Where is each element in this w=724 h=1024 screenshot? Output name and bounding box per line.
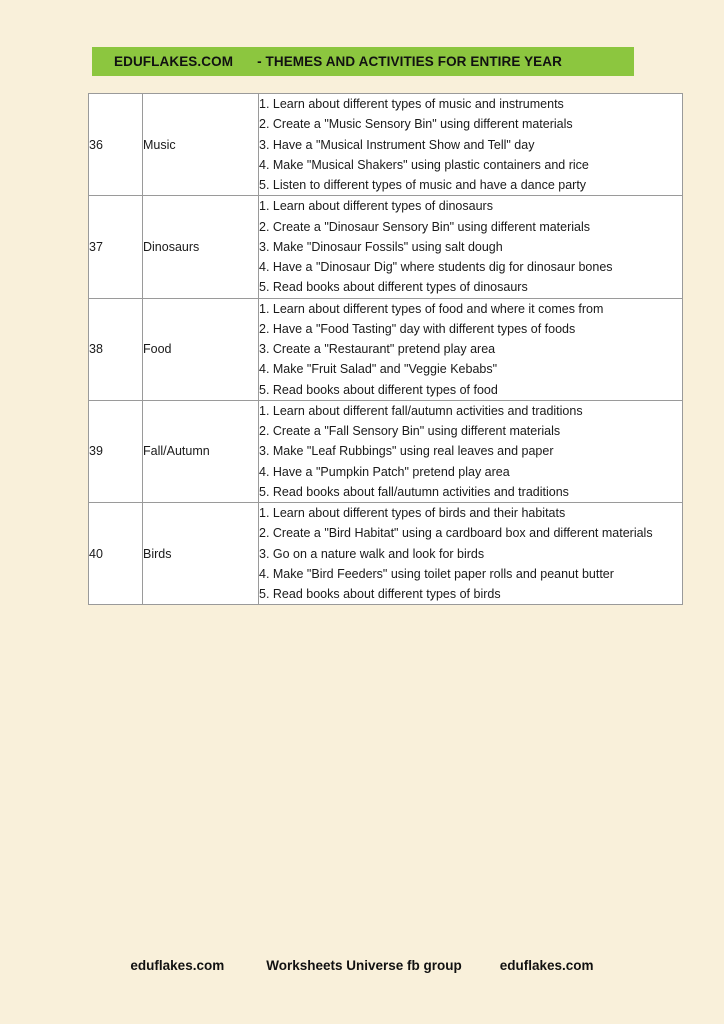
activity-line: 4. Have a "Pumpkin Patch" pretend play area xyxy=(259,464,510,479)
row-activities-cell xyxy=(259,298,683,400)
activity-line: 4. Have a "Dinosaur Dig" where students dig for dinosaur bones xyxy=(259,260,613,274)
activity-line: 2. Create a "Dinosaur Sensory Bin" using different materials xyxy=(259,219,591,234)
row-number-cell: 37 xyxy=(89,196,143,298)
activity-line: 2. Have a "Food Tasting" day with different types of foods xyxy=(259,321,576,336)
activity-line: 5. Read books about different types of birds xyxy=(259,587,501,601)
activity-line: 5. Read books about different types of dinosaurs xyxy=(259,280,528,295)
row-theme-cell: Dinosaurs xyxy=(143,196,259,298)
table-row xyxy=(89,400,683,502)
activity-line: 1. Learn about different types of birds and their habitats xyxy=(259,506,566,520)
activity-line: 1. Learn about different types of food and where it comes from xyxy=(259,301,604,316)
activity-line: 1. Learn about different fall/autumn activities and traditions xyxy=(259,403,583,418)
page-footer xyxy=(0,958,724,973)
activity-line: 1. Learn about different types of dinosaurs xyxy=(259,199,493,214)
row-theme-cell: Music xyxy=(143,94,259,196)
table-row xyxy=(89,503,683,605)
footer-right-brand: eduflakes.com xyxy=(499,958,594,973)
row-number-cell: 38 xyxy=(89,298,143,400)
activity-line: 3. Make "Dinosaur Fossils" using salt dough xyxy=(259,239,503,254)
activity-line: 2. Create a "Fall Sensory Bin" using different materials xyxy=(259,424,561,438)
activity-line: 5. Listen to different types of music and have a dance party xyxy=(259,178,587,192)
themes-activities-table xyxy=(88,93,683,605)
table-row xyxy=(89,196,683,298)
table-row xyxy=(89,298,683,400)
activity-line: 3. Go on a nature walk and look for birds xyxy=(259,546,485,561)
activity-line: 4. Make "Fruit Salad" and "Veggie Kebabs" xyxy=(259,362,498,377)
row-activities-cell xyxy=(259,196,683,298)
footer-left-brand: eduflakes.com xyxy=(130,958,225,973)
activity-line: 4. Make "Bird Feeders" using toilet paper rolls and peanut butter xyxy=(259,566,614,581)
row-activities-cell xyxy=(259,94,683,196)
footer-center-credit: Worksheets Universe fb group xyxy=(266,958,462,973)
page-header-band xyxy=(92,47,634,76)
activity-line: 3. Create a "Restaurant" pretend play area xyxy=(259,342,496,356)
brand-title: EDUFLAKES.COM xyxy=(114,54,234,69)
activity-line: 1. Learn about different types of music and instruments xyxy=(259,97,564,111)
activity-line: 2. Create a "Bird Habitat" using a cardboard box and different materials xyxy=(259,526,653,541)
activity-line: 5. Read books about different types of food xyxy=(259,382,498,397)
row-theme-cell: Fall/Autumn xyxy=(143,400,259,502)
activity-line: 2. Create a "Music Sensory Bin" using different materials xyxy=(259,117,573,132)
row-number-cell: 39 xyxy=(89,400,143,502)
page-subtitle: - THEMES AND ACTIVITIES FOR ENTIRE YEAR xyxy=(257,54,562,69)
table-body xyxy=(89,94,683,605)
activity-line: 3. Have a "Musical Instrument Show and Tell" day xyxy=(259,137,535,152)
table-row xyxy=(89,94,683,196)
activity-line: 3. Make "Leaf Rubbings" using real leaves and paper xyxy=(259,444,554,459)
row-number-cell: 36 xyxy=(89,94,143,196)
row-activities-cell xyxy=(259,503,683,605)
row-theme-cell: Birds xyxy=(143,503,259,605)
row-activities-cell xyxy=(259,400,683,502)
activity-line: 4. Make "Musical Shakers" using plastic containers and rice xyxy=(259,157,589,172)
activity-line: 5. Read books about fall/autumn activities and traditions xyxy=(259,484,569,499)
row-number-cell: 40 xyxy=(89,503,143,605)
row-theme-cell: Food xyxy=(143,298,259,400)
